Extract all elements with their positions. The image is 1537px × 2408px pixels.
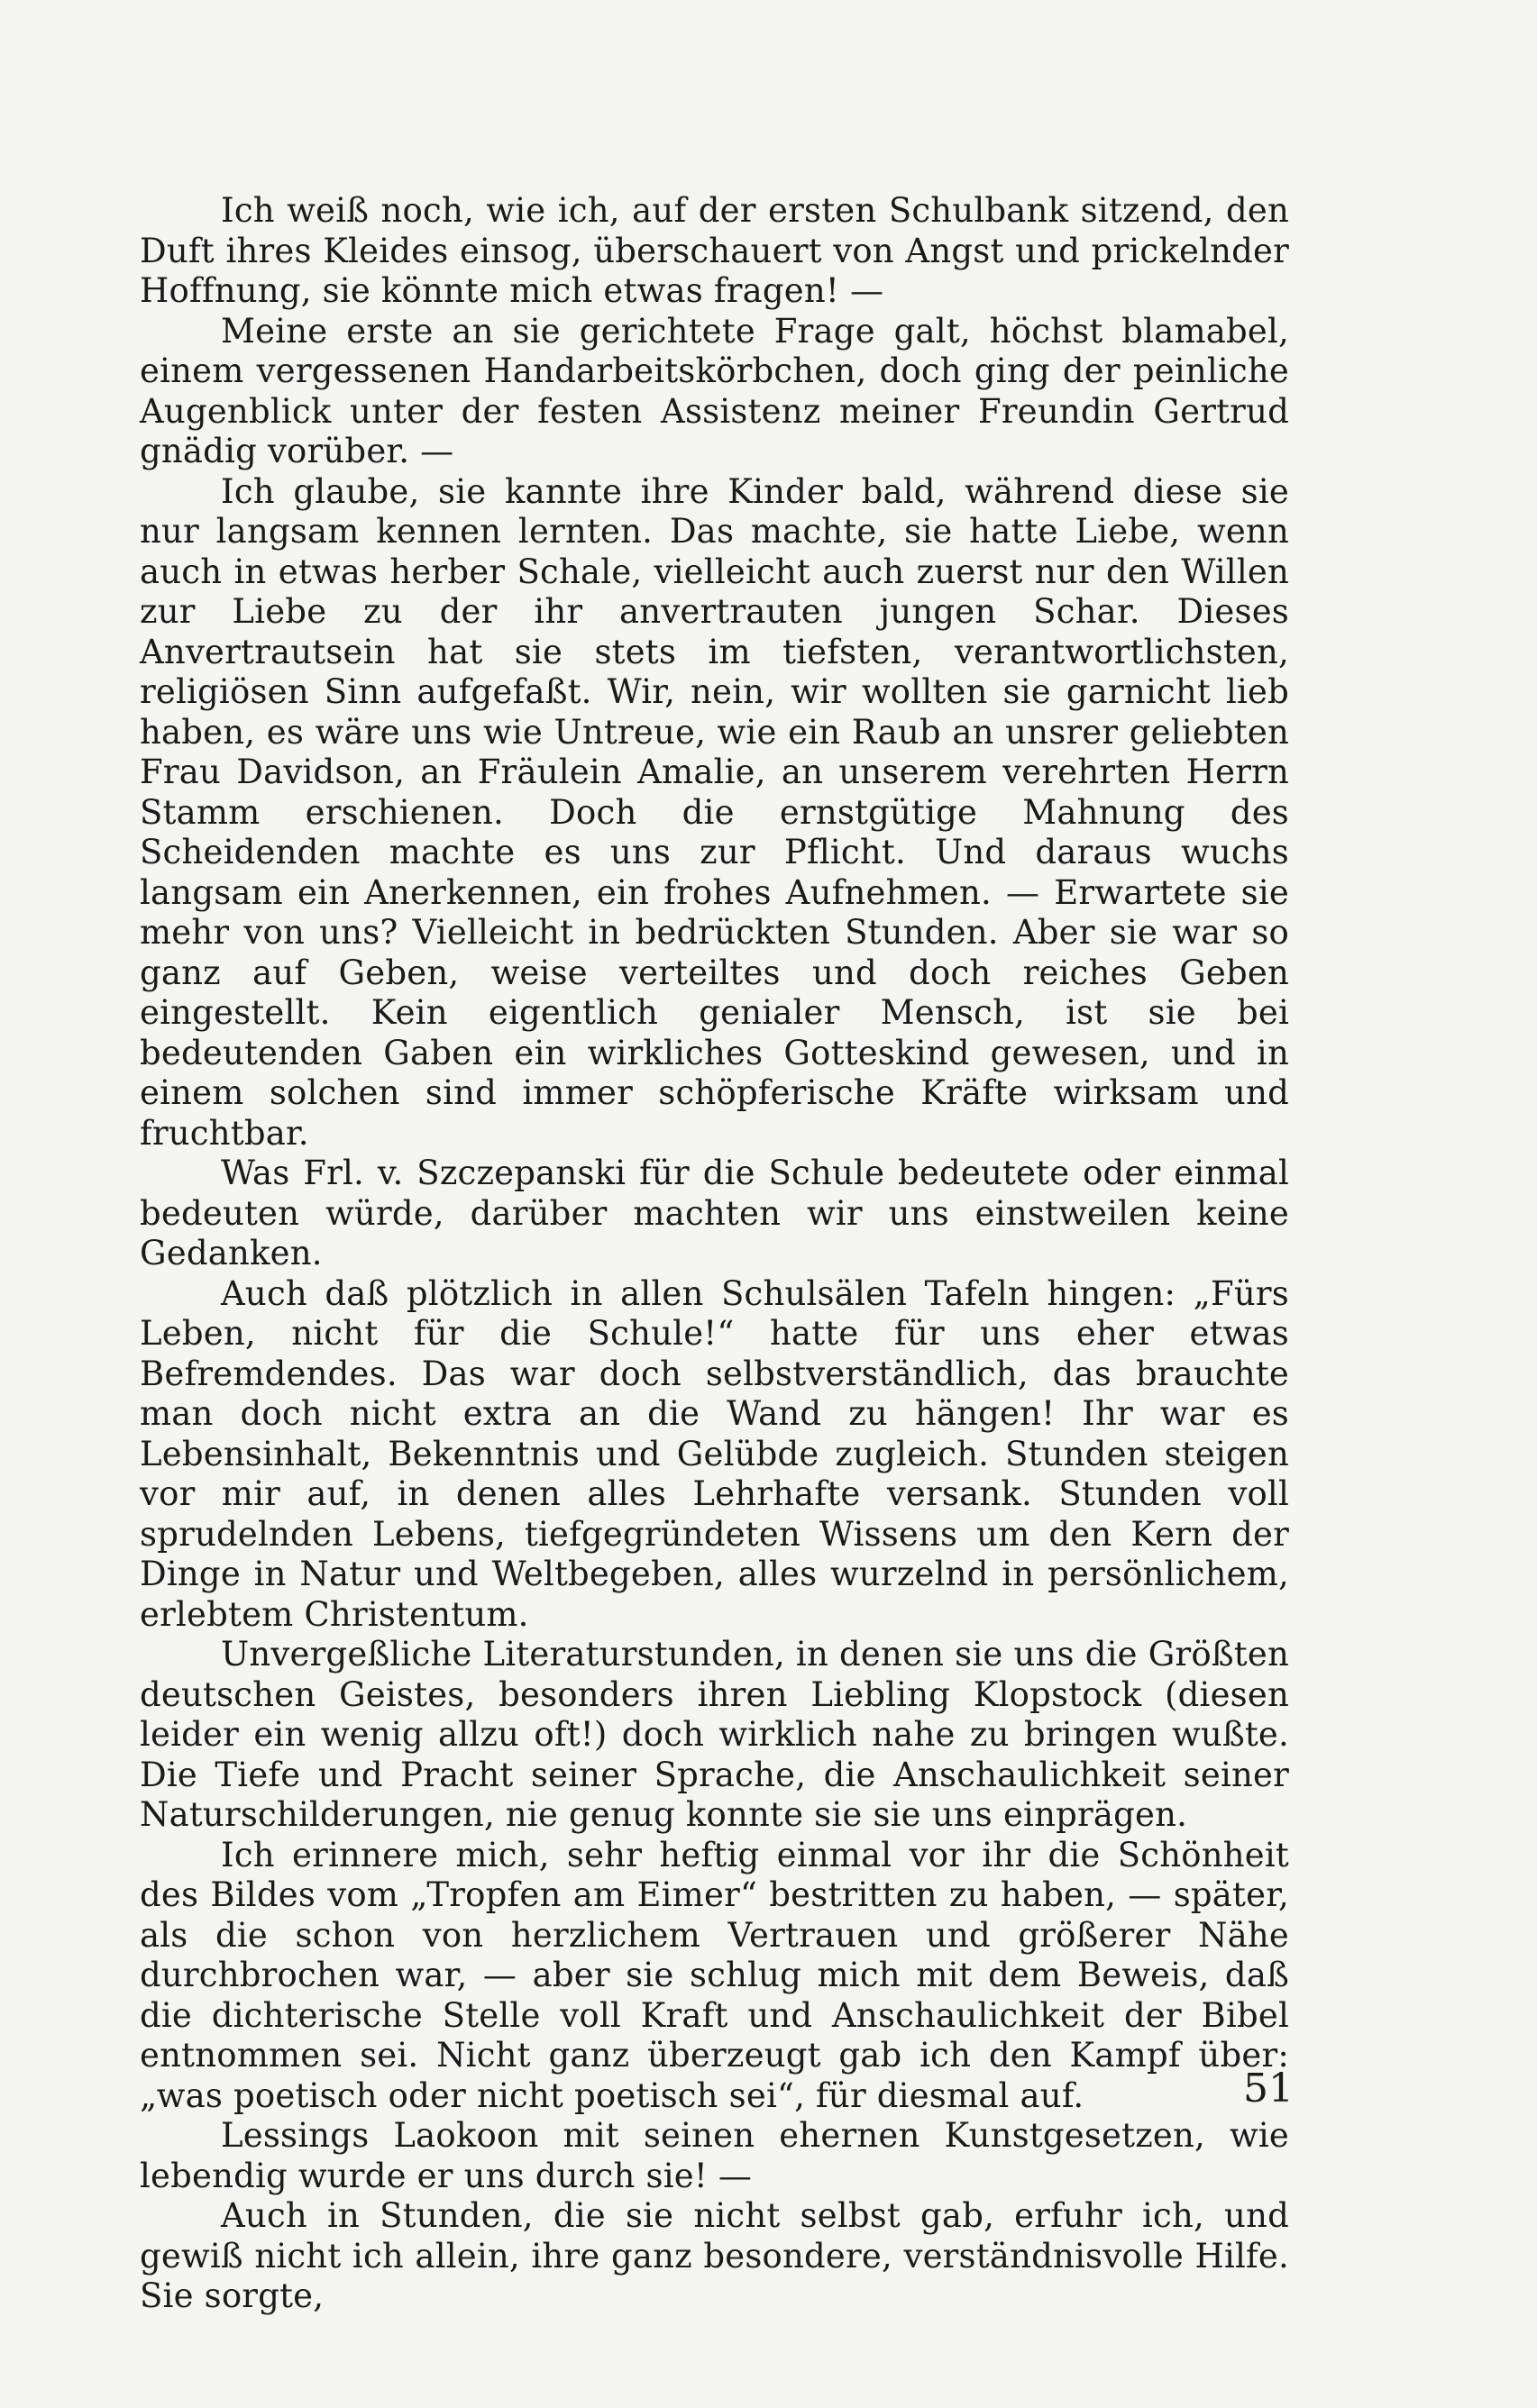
paragraph: Meine erste an sie gerichtete Frage galt, höchst blamabel, einem vergessenen Handarbeitskörbchen, doch ging der peinliche Augenblick unter der festen Assistenz meiner Freundin Gertrud gnädig vorüber. — bbox=[140, 311, 1289, 470]
paragraph: Ich weiß noch, wie ich, auf der ersten Schulbank sitzend, den Duft ihres Kleides einsog, überschauert von Angst und prickelnder Hoffnung, sie könnte mich etwas fragen! — bbox=[140, 191, 1289, 310]
paragraph: Lessings Laokoon mit seinen ehernen Kunstgesetzen, wie lebendig wurde er uns durch sie! — bbox=[140, 2116, 1289, 2195]
paragraph: Unvergeßliche Literaturstunden, in denen sie uns die Größten deutschen Geistes, besonders ihren Liebling Klopstock (diesen leider ein wenig allzu oft!) doch wirklich nahe zu bringen wußte. Die Tiefe und Pracht seiner Sprache, die Anschaulichkeit seiner Naturschilderungen, nie genug konnte sie sie uns einprägen. bbox=[140, 1635, 1289, 1834]
paragraph: Was Frl. v. Szczepanski für die Schule bedeutete oder einmal bedeuten würde, darüber machten wir uns einstweilen keine Gedanken. bbox=[140, 1154, 1289, 1272]
paragraph: Ich glaube, sie kannte ihre Kinder bald, während diese sie nur langsam kennen lernten. Das machte, sie hatte Liebe, wenn auch in etwas herber Schale, vielleicht auch zuerst nur den Willen zur Liebe zu der ihr anvertrauten jungen Schar. Dieses Anvertrautsein hat sie stets im tiefsten, verantwortlichsten, religiösen Sinn aufgefaßt. Wir, nein, wir wollten sie garnicht lieb haben, es wäre uns wie Untreue, wie ein Raub an unsrer geliebten Frau Davidson, an Fräulein Amalie, an unserem verehrten Herrn Stamm erschienen. Doch die ernstgütige Mahnung des Scheidenden machte es uns zur Pflicht. Und daraus wuchs langsam ein Anerkennen, ein frohes Aufnehmen. — Erwartete sie mehr von uns? Vielleicht in bedrückten Stunden. Aber sie war so ganz auf Geben, weise verteiltes und doch reiches Geben eingestellt. Kein eigentlich genialer Mensch, ist sie bei bedeutenden Gaben ein wirkliches Gotteskind gewesen, und in einem solchen sind immer schöpferische Kräfte wirksam und fruchtbar. bbox=[140, 471, 1289, 1153]
paragraph: Ich erinnere mich, sehr heftig einmal vor ihr die Schönheit des Bildes vom „Tropfen am Eimer“ bestritten zu haben, — später, als die schon von herzlichem Vertrauen und größerer Nähe durchbrochen war, — aber sie schlug mich mit dem Beweis, daß die dichterische Stelle voll Kraft und Anschaulichkeit der Bibel entnommen sei. Nicht ganz überzeugt gab ich den Kampf über: „was poetisch oder nicht poetisch sei“, für diesmal auf. bbox=[140, 1835, 1289, 2115]
paragraph: Auch in Stunden, die sie nicht selbst gab, erfuhr ich, und gewiß nicht ich allein, ihre ganz besondere, verständnisvolle Hilfe. Sie sorgte, bbox=[140, 2196, 1289, 2315]
body-text bbox=[140, 191, 1289, 2317]
page-number: 51 bbox=[1243, 2066, 1294, 2112]
paragraph: Auch daß plötzlich in allen Schulsälen Tafeln hingen: „Fürs Leben, nicht für die Schule!“ hatte für uns eher etwas Befremdendes. Das war doch selbstverständlich, das brauchte man doch nicht extra an die Wand zu hängen! Ihr war es Lebensinhalt, Bekenntnis und Gelübde zugleich. Stunden steigen vor mir auf, in denen alles Lehrhafte versank. Stunden voll sprudelnden Lebens, tiefgegründeten Wissens um den Kern der Dinge in Natur und Weltbegeben, alles wurzelnd in persönlichem, erlebtem Christentum. bbox=[140, 1273, 1289, 1634]
